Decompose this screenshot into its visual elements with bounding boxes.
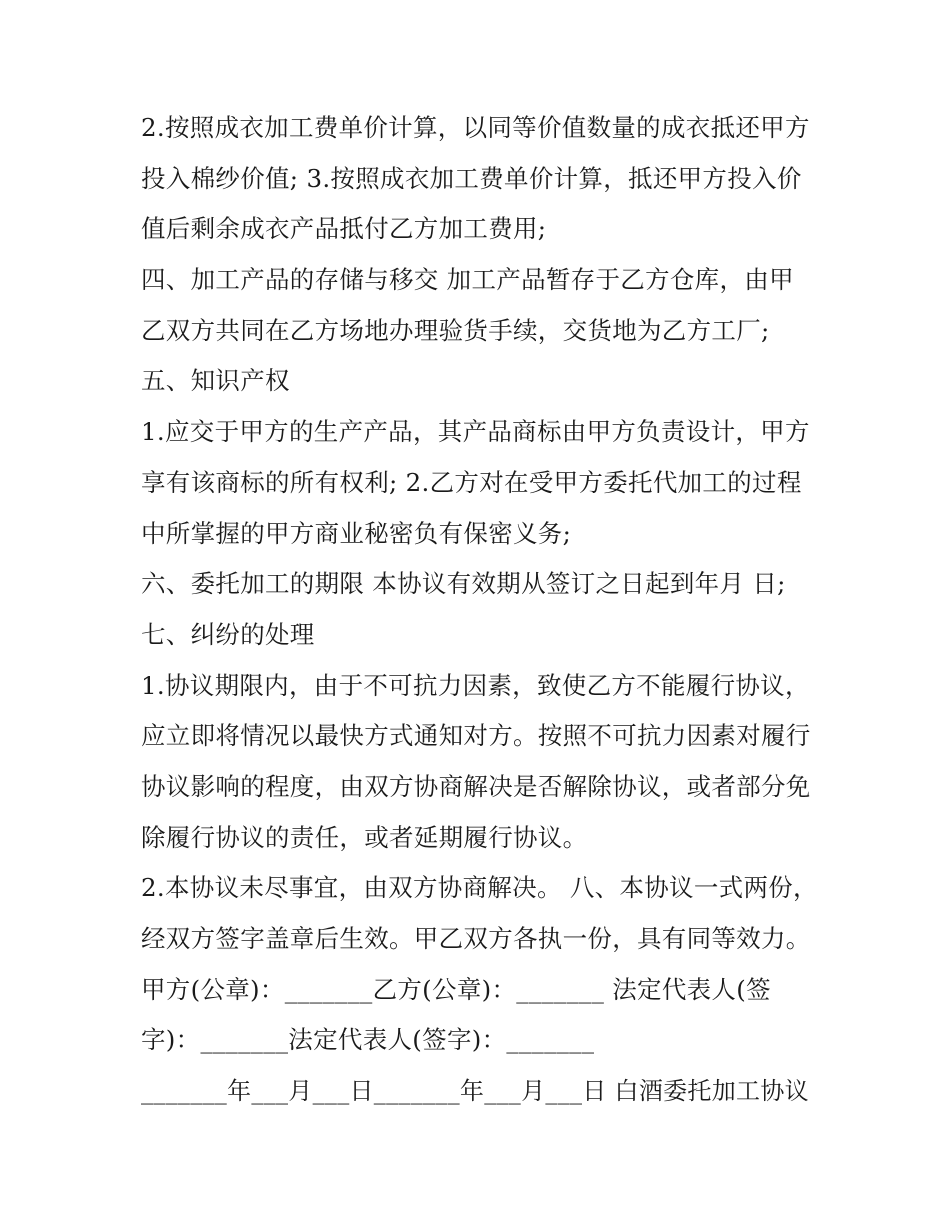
text-line: 享有该商标的所有权利; 2.乙方对在受甲方委托代加工的过程 xyxy=(141,467,802,497)
text-line: 1.协议期限内，由于不可抗力因素，致使乙方不能履行协议， xyxy=(141,670,810,700)
signature-line: 甲方(公章)：_______乙方(公章)：_______ 法定代表人(签 xyxy=(141,974,771,1004)
text-line: 1.应交于甲方的生产产品，其产品商标由甲方负责设计，甲方 xyxy=(141,417,810,447)
text-line: 乙双方共同在乙方场地办理验货手续，交货地为乙方工厂; xyxy=(141,315,770,345)
section-heading-term: 六、委托加工的期限 本协议有效期从签订之日起到年月 日; xyxy=(141,569,786,599)
text-line: 应立即将情况以最快方式通知对方。按照不可抗力因素对履行 xyxy=(141,721,811,751)
text-line: 2.按照成衣加工费单价计算，以同等价值数量的成衣抵还甲方 xyxy=(141,113,810,142)
section-heading-ip: 五、知识产权 xyxy=(141,366,290,396)
text-line: 除履行协议的责任，或者延期履行协议。 xyxy=(141,822,588,852)
date-line: _______年___月___日_______年___月___日 白酒委托加工协议 xyxy=(141,1077,809,1106)
text-line: 投入棉纱价值; 3.按照成衣加工费单价计算，抵还甲方投入价 xyxy=(141,163,802,193)
text-line: 协议影响的程度，由双方协商解决是否解除协议，或者部分免 xyxy=(141,771,811,801)
signature-line: 字)：_______法定代表人(签字)：_______ xyxy=(141,1025,595,1055)
text-line: 经双方签字盖章后生效。甲乙双方各执一份，具有同等效力。 xyxy=(141,924,811,953)
document-body xyxy=(141,103,821,1117)
section-heading-storage: 四、加工产品的存储与移交 加工产品暂存于乙方仓库，由甲 xyxy=(141,265,794,295)
text-line: 2.本协议未尽事宜，由双方协商解决。 八、本协议一式两份， xyxy=(141,873,818,903)
section-heading-disputes: 七、纠纷的处理 xyxy=(141,619,315,649)
text-line: 值后剩余成衣产品抵付乙方加工费用; xyxy=(141,214,547,244)
text-line: 中所掌握的甲方商业秘密负有保密义务; xyxy=(141,518,572,548)
